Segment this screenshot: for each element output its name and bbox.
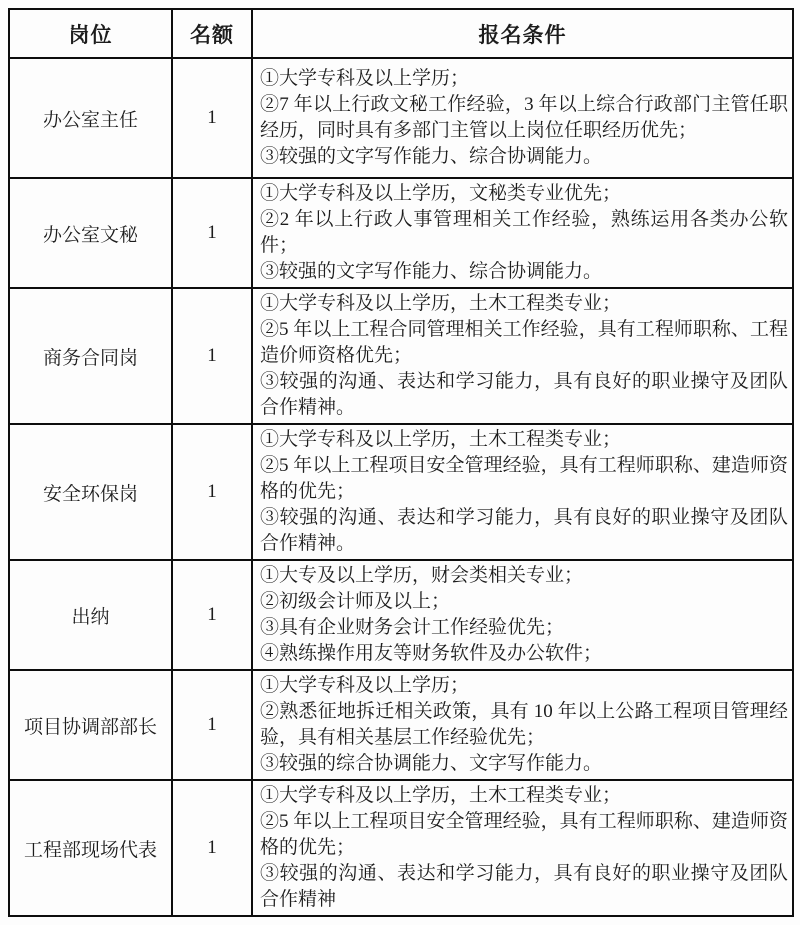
- requirement-item: ③较强的文字写作能力、综合协调能力。: [260, 146, 603, 167]
- requirement-item: ④熟练操作用友等财务软件及办公软件；: [260, 643, 603, 664]
- position-cell: 办公室主任: [9, 58, 172, 178]
- requirement-item: ①大学专科及以上学历，土木工程类专业；: [260, 785, 622, 806]
- requirement-item: ②2 年以上行政人事管理相关工作经验，熟练运用各类办公软件；: [260, 209, 788, 256]
- table-row: [9, 288, 793, 424]
- table-row: [9, 670, 793, 780]
- table-row: [9, 424, 793, 560]
- requirement-item: ③具有企业财务会计工作经验优先；: [260, 617, 565, 638]
- position-cell: 出纳: [9, 560, 172, 670]
- position-cell: 安全环保岗: [9, 424, 172, 560]
- requirement-item: ②5 年以上工程项目安全管理经验，具有工程师职称、建造师资格的优先；: [260, 811, 788, 858]
- position-cell: 工程部现场代表: [9, 780, 172, 916]
- requirement-item: ①大学专科及以上学历，土木工程类专业；: [260, 293, 622, 314]
- quota-cell: 1: [172, 178, 252, 288]
- position-cell: 商务合同岗: [9, 288, 172, 424]
- requirement-item: ③较强的文字写作能力、综合协调能力。: [260, 261, 603, 282]
- col-header-quota: 名额: [172, 9, 252, 58]
- table-row: [9, 58, 793, 178]
- table-row: [9, 780, 793, 916]
- quota-cell: 1: [172, 560, 252, 670]
- requirement-item: ③较强的沟通、表达和学习能力，具有良好的职业操守及团队合作精神。: [260, 507, 788, 554]
- quota-cell: 1: [172, 670, 252, 780]
- requirements-cell: [252, 560, 793, 670]
- col-header-position: 岗位: [9, 9, 172, 58]
- requirements-cell: [252, 670, 793, 780]
- requirement-item: ②5 年以上工程项目安全管理经验，具有工程师职称、建造师资格的优先；: [260, 455, 788, 502]
- requirement-item: ③较强的综合协调能力、文字写作能力。: [260, 753, 603, 774]
- requirements-cell: [252, 288, 793, 424]
- col-header-requirements: 报名条件: [252, 9, 793, 58]
- requirement-item: ③较强的沟通、表达和学习能力，具有良好的职业操守及团队合作精神: [260, 863, 788, 910]
- requirements-cell: [252, 780, 793, 916]
- header-row: [9, 9, 793, 58]
- requirements-cell: [252, 178, 793, 288]
- position-cell: 项目协调部部长: [9, 670, 172, 780]
- position-cell: 办公室文秘: [9, 178, 172, 288]
- requirement-item: ①大学专科及以上学历；: [260, 675, 470, 696]
- requirement-item: ①大学专科及以上学历，土木工程类专业；: [260, 429, 622, 450]
- table-row: [9, 178, 793, 288]
- requirement-item: ①大学专科及以上学历；: [260, 68, 470, 89]
- requirement-item: ①大专及以上学历，财会类相关专业；: [260, 565, 584, 586]
- quota-cell: 1: [172, 288, 252, 424]
- requirement-item: ②7 年以上行政文秘工作经验，3 年以上综合行政部门主管任职经历，同时具有多部门主管以上岗位任职经历优先；: [260, 94, 788, 141]
- requirements-cell: [252, 58, 793, 178]
- requirement-item: ③较强的沟通、表达和学习能力，具有良好的职业操守及团队合作精神。: [260, 371, 788, 418]
- table-row: [9, 560, 793, 670]
- quota-cell: 1: [172, 424, 252, 560]
- requirement-item: ②熟悉征地拆迁相关政策，具有 10 年以上公路工程项目管理经验，具有相关基层工作经验优先；: [260, 701, 788, 748]
- requirements-cell: [252, 424, 793, 560]
- requirement-item: ②5 年以上工程合同管理相关工作经验，具有工程师职称、工程造价师资格优先；: [260, 319, 788, 366]
- quota-cell: 1: [172, 780, 252, 916]
- requirement-item: ②初级会计师及以上；: [260, 591, 451, 612]
- quota-cell: 1: [172, 58, 252, 178]
- requirement-item: ①大学专科及以上学历，文秘类专业优先；: [260, 183, 622, 204]
- job-positions-table: [8, 8, 794, 917]
